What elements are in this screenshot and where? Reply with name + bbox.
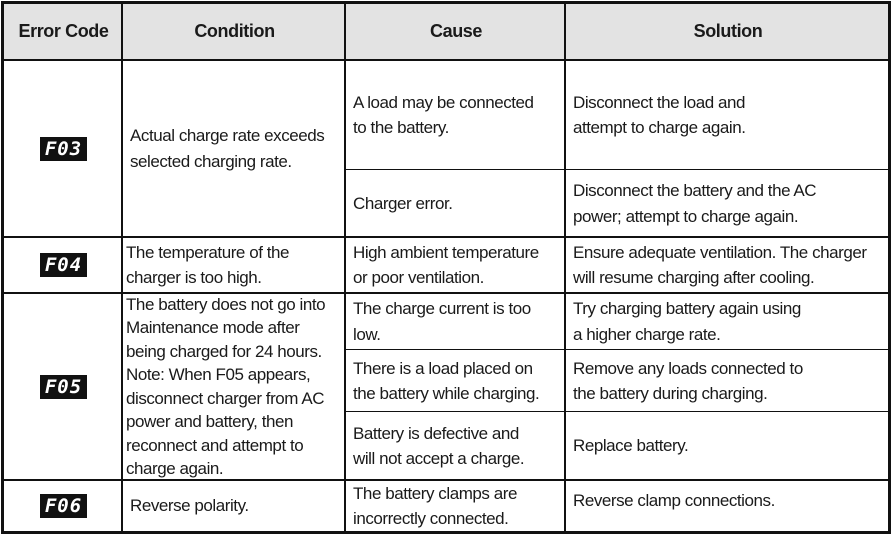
solution-cell: Remove any loads connected to the battery during charging. [573,358,803,403]
row-divider [1,59,891,61]
condition-cell: The temperature of the charger is too high. [126,242,290,287]
error-code-badge: F05 [40,375,87,399]
error-code-badge: F06 [40,494,87,518]
row-divider [1,236,891,238]
row-divider [344,169,891,170]
condition-cell: Actual charge rate exceeds selected charging rate. [130,126,325,171]
column-divider [564,1,566,534]
table-row-f06-code [3,480,122,532]
solution-cell: Reverse clamp connections. [573,491,775,510]
error-code-badge: F03 [40,137,87,161]
header-condition: Condition [122,3,345,60]
cause-cell: A load may be connected to the battery. [353,92,534,137]
condition-cell: The battery does not go into Maintenance mode after being charged for 24 hours. Note: When F05 appears, disconnect charger from AC power and battery, then reconnect and attempt to charge again. [126,294,326,478]
solution-cell: Replace battery. [573,436,689,456]
condition-cell: Reverse polarity. [130,496,249,516]
solution-cell: Try charging battery again using a higher charge rate. [573,299,801,344]
table-border [1,1,4,534]
table-row-f05-code [3,293,122,480]
row-divider [1,479,891,481]
cause-cell: The charge current is too low. [353,299,531,344]
header-cause: Cause [345,3,565,60]
table-border [1,531,891,534]
table-border [1,1,891,4]
column-divider [344,1,346,534]
row-divider [344,411,891,412]
solution-cell: Disconnect the load and attempt to charge again. [573,92,746,137]
cause-cell: The battery clamps are incorrectly connected. [353,483,517,528]
table-row-f03-code [3,60,122,237]
cause-cell: High ambient temperature or poor ventilation. [353,242,539,287]
header-solution: Solution [565,3,889,60]
column-divider [121,1,123,534]
solution-cell: Ensure adequate ventilation. The charger will resume charging after cooling. [573,242,867,287]
cause-cell: There is a load placed on the battery while charging. [353,358,540,403]
solution-cell: Disconnect the battery and the AC power; attempt to charge again. [573,181,817,226]
error-code-badge: F04 [40,253,87,277]
table-border [888,1,891,534]
cause-cell: Battery is defective and will not accept a charge. [353,423,525,468]
row-divider [344,349,891,350]
header-error-code: Error Code [3,3,122,60]
row-divider [1,292,891,294]
cause-cell: Charger error. [353,193,453,213]
table-row-f04-code [3,237,122,293]
